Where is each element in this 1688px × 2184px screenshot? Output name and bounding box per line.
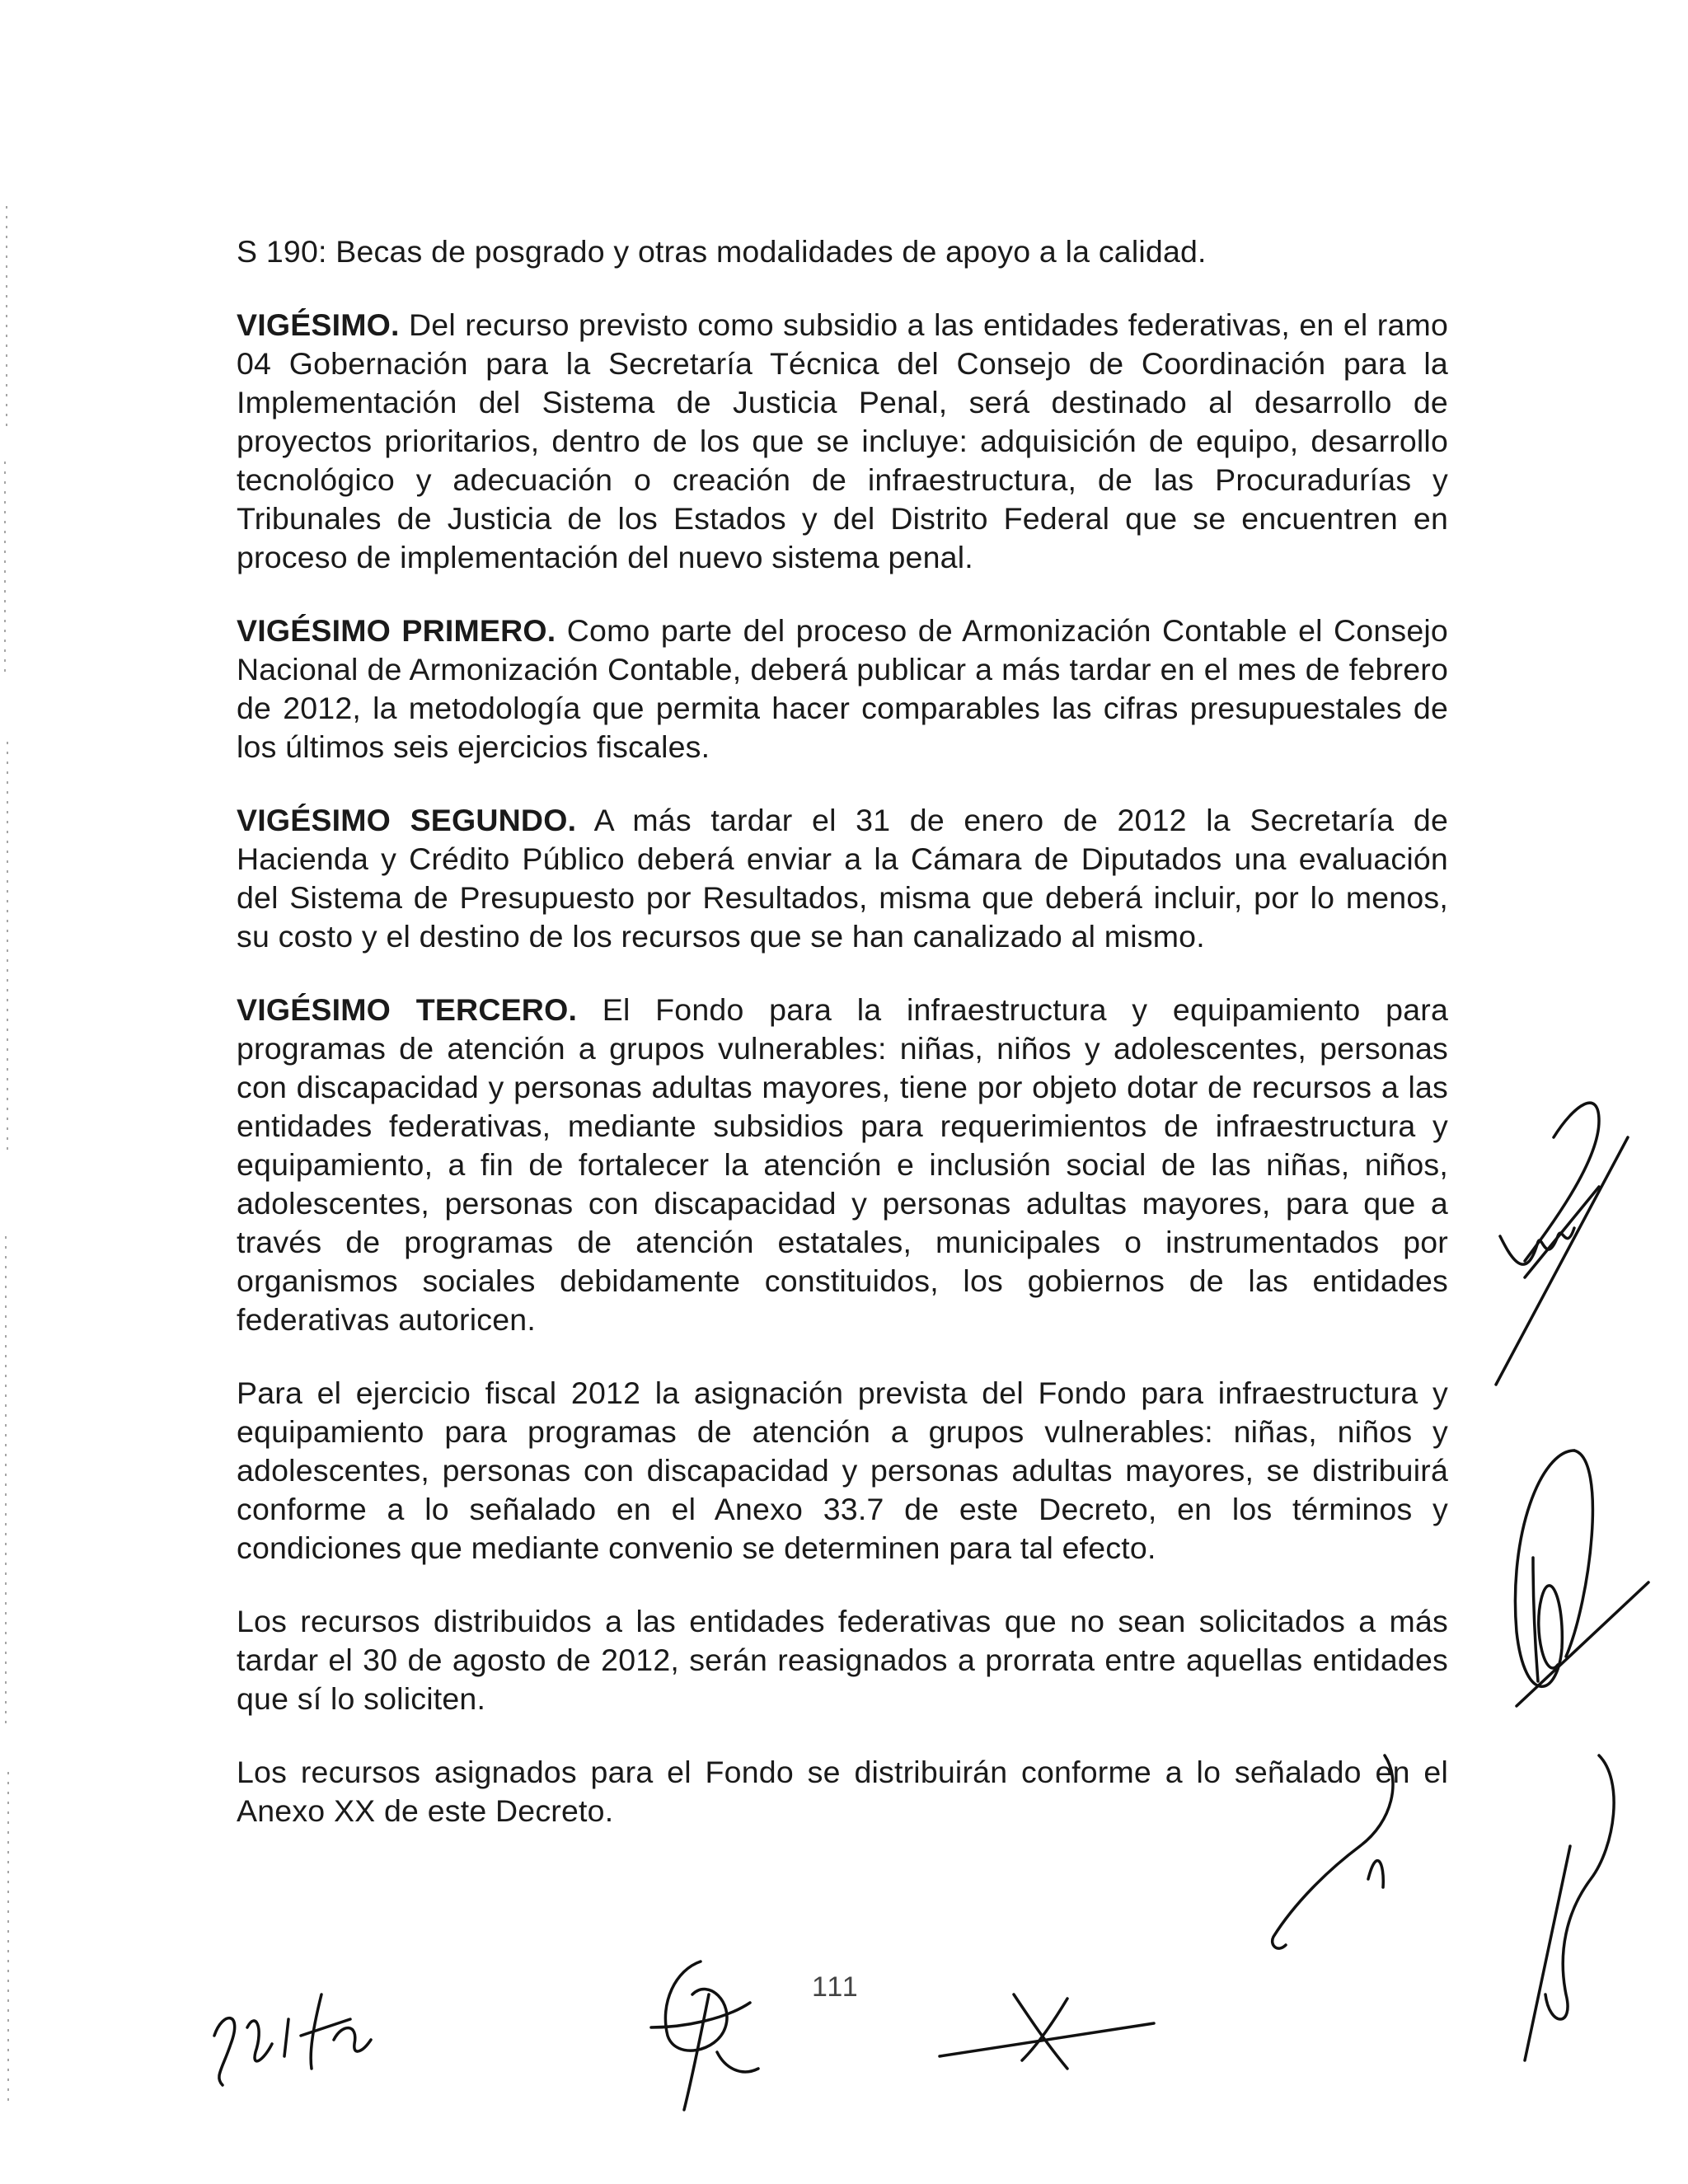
paragraph-text: A más tardar el 31 de enero de 2012 la Secretaría de Hacienda y Crédito Público deberá enviar a la Cámara de Diputados una evaluación del Sistema de Presupuesto por Resultados, misma que deberá incluir, por lo menos, su costo y el destino de los recursos que se han canalizado al mismo. xyxy=(237,803,1449,954)
signature-right-2 xyxy=(1515,1451,1574,1686)
scan-edge-marks xyxy=(0,0,12,2184)
paragraph-heading: VIGÉSIMO PRIMERO. xyxy=(237,613,556,648)
paragraph-text: Del recurso previsto como subsidio a las entidades federativas, en el ramo 04 Gobernación para la Secretaría Técnica del Consejo de Coordinación para la Implementación del Sistema de Justicia Penal, será destinado al desarrollo de proyectos prioritarios, dentro de los que se incluye: adquisición de equipo, desarrollo tecnológico y adecuación o creación de infraestructura, de las Procuradurías y Tribunales de Justicia de los Estados y del Distrito Federal que se encuentren en proceso de implementación del nuevo sistema penal. xyxy=(237,307,1448,574)
signature-right-3 xyxy=(1261,1747,1426,1961)
signature-bottom-3 xyxy=(923,1978,1170,2077)
document-body xyxy=(237,232,1448,1865)
paragraph-1 xyxy=(237,306,1448,577)
signature-right-4 xyxy=(1500,1747,1632,2077)
paragraph-text: Para el ejercicio fiscal 2012 la asignación prevista del Fondo para infraestructura y equipamiento para programas de atención a grupos vulnerables: niñas, niños y adolescentes, personas con discapacidad y personas adultas mayores, se distribuirá conforme a lo señalado en el Anexo 33.7 de este Decreto, en los términos y condiciones que mediante convenio se determinen para tal efecto. xyxy=(237,1376,1448,1565)
paragraph-heading: VIGÉSIMO. xyxy=(237,307,400,342)
signature-bottom-2 xyxy=(618,1945,783,2126)
paragraph-5 xyxy=(237,1374,1448,1568)
paragraph-text: Como parte del proceso de Armonización Contable el Consejo Nacional de Armonización Contable, deberá publicar a más tardar en el mes de febrero de 2012, la metodología que permita hacer comparables las cifras presupuestales de los últimos seis ejercicios fiscales. xyxy=(237,613,1448,764)
paragraph-0 xyxy=(237,232,1448,271)
signature-right-1 xyxy=(1475,1071,1640,1401)
signature-bottom-1 xyxy=(198,1961,412,2093)
paragraph-text: El Fondo para la infraestructura y equipamiento para programas de atención a grupos vulnerables: niñas, niños y adolescentes, personas con discapacidad y personas adultas mayores, tiene por objeto dotar de recursos a las entidades federativas, mediante subsidios para requerimientos de infraestructura y equipamiento, a fin de fortalecer la atención e inclusión social de las niñas, niños, adolescentes, personas con discapacidad y personas adultas mayores, para que a través de programas de atención estatales, municipales o instrumentados por organismos sociales debidamente constituidos, los gobiernos de las entidades federativas autoricen. xyxy=(237,992,1449,1337)
paragraph-2 xyxy=(237,612,1448,766)
paragraph-text: Los recursos distribuidos a las entidades federativas que no sean solicitados a más tardar el 30 de agosto de 2012, serán reasignados a prorrata entre aquellas entidades que sí lo soliciten. xyxy=(237,1604,1448,1716)
paragraph-text: S 190: Becas de posgrado y otras modalidades de apoyo a la calidad. xyxy=(237,234,1207,269)
paragraph-6 xyxy=(237,1602,1448,1718)
paragraph-text: Los recursos asignados para el Fondo se distribuirán conforme a lo señalado en el Anexo XX de este Decreto. xyxy=(237,1755,1448,1828)
page-number: 111 xyxy=(812,1971,860,2003)
paragraph-3 xyxy=(237,801,1448,956)
signature-right-2-stroke xyxy=(1566,1451,1592,1657)
paragraph-heading: VIGÉSIMO SEGUNDO. xyxy=(237,803,577,837)
paragraph-heading: VIGÉSIMO TERCERO. xyxy=(237,992,578,1027)
paragraph-4 xyxy=(237,991,1448,1339)
